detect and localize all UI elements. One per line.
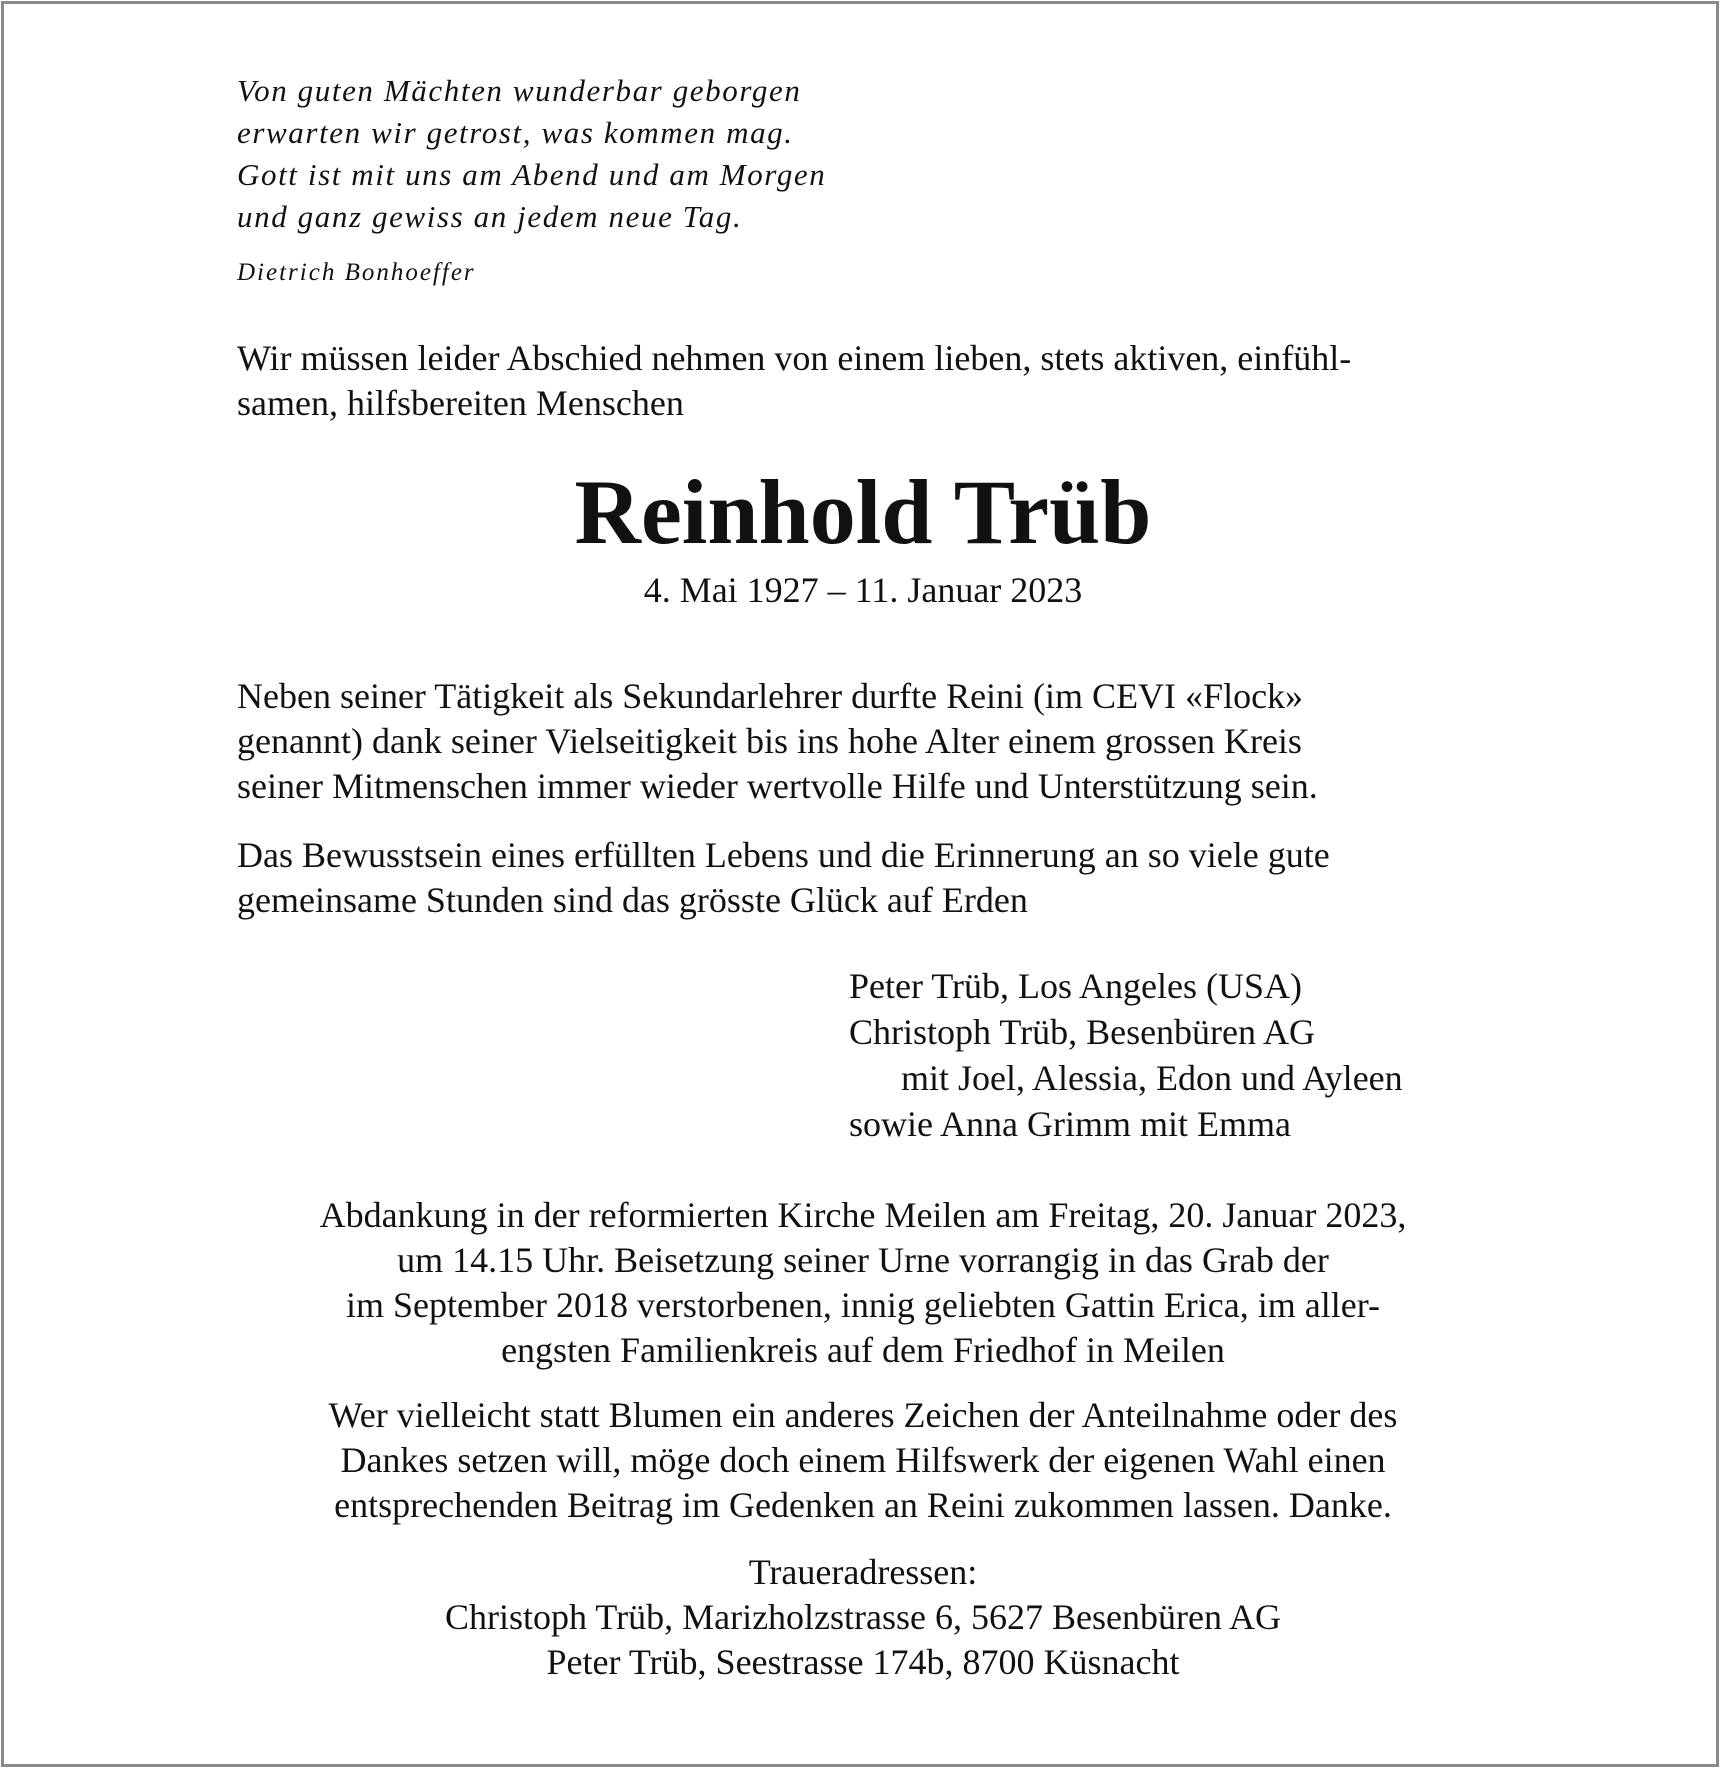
donation-note xyxy=(237,1393,1489,1528)
condolence-addresses xyxy=(237,1550,1489,1685)
mourners-list xyxy=(849,963,1489,1147)
ceremony-line: um 14.15 Uhr. Beisetzung seiner Urne vorrangig in das Grab der xyxy=(397,1240,1329,1280)
reflection-line: gemeinsame Stunden sind das grösste Glück auf Erden xyxy=(237,880,1028,920)
intro-line: Wir müssen leider Abschied nehmen von einem lieben, stets aktiven, einfühl- xyxy=(237,338,1352,378)
mourner-line: mit Joel, Alessia, Edon und Ayleen xyxy=(901,1058,1403,1098)
donation-line: entsprechenden Beitrag im Gedenken an Reini zukommen lassen. Danke. xyxy=(334,1485,1392,1525)
poem-line: und ganz gewiss an jedem neue Tag. xyxy=(237,199,743,234)
donation-line: Wer vielleicht statt Blumen ein anderes Zeichen der Anteilnahme oder des xyxy=(328,1395,1398,1435)
address-line: Peter Trüb, Seestrasse 174b, 8700 Küsnacht xyxy=(546,1642,1180,1682)
poem-line: erwarten wir getrost, was kommen mag. xyxy=(237,115,794,150)
mourner-line: Christoph Trüb, Besenbüren AG xyxy=(849,1012,1316,1052)
bio-line: seiner Mitmenschen immer wieder wertvolle Hilfe und Unterstützung sein. xyxy=(237,766,1318,806)
poem-line: Von guten Mächten wunderbar geborgen xyxy=(237,73,802,108)
bio-line: genannt) dank seiner Vielseitigkeit bis ins hohe Alter einem grossen Kreis xyxy=(237,721,1302,761)
address-line: Christoph Trüb, Marizholzstrasse 6, 5627 Besenbüren AG xyxy=(445,1597,1281,1637)
mourner-line: sowie Anna Grimm mit Emma xyxy=(849,1104,1291,1144)
ceremony-line: im September 2018 verstorbenen, innig geliebten Gattin Erica, im aller- xyxy=(346,1285,1380,1325)
poem-quote xyxy=(237,70,1489,294)
donation-line: Dankes setzen will, möge doch einem Hilfswerk der eigenen Wahl einen xyxy=(340,1440,1386,1480)
obituary-notice xyxy=(237,70,1489,1685)
intro-line: samen, hilfsbereiten Menschen xyxy=(237,383,684,423)
bio-line: Neben seiner Tätigkeit als Sekundarlehrer durfte Reini (im CEVI «Flock» xyxy=(237,676,1304,716)
poem-line: Gott ist mit uns am Abend und am Morgen xyxy=(237,157,827,192)
poem-author: Dietrich Bonhoeffer xyxy=(237,259,476,286)
biography-paragraph xyxy=(237,674,1489,809)
ceremony-line: Abdankung in der reformierten Kirche Meilen am Freitag, 20. Januar 2023, xyxy=(319,1195,1407,1235)
life-dates: 4. Mai 1927 – 11. Januar 2023 xyxy=(643,570,1083,610)
ceremony-info xyxy=(237,1193,1489,1373)
mourner-line: Peter Trüb, Los Angeles (USA) xyxy=(849,966,1303,1006)
reflection-paragraph xyxy=(237,833,1489,923)
deceased-name: Reinhold Trüb xyxy=(574,461,1152,563)
addresses-heading: Traueradressen: xyxy=(748,1552,978,1592)
ceremony-line: engsten Familienkreis auf dem Friedhof in Meilen xyxy=(501,1330,1225,1370)
reflection-line: Das Bewusstsein eines erfüllten Lebens und die Erinnerung an so viele gute xyxy=(237,835,1330,875)
intro-paragraph xyxy=(237,336,1489,426)
